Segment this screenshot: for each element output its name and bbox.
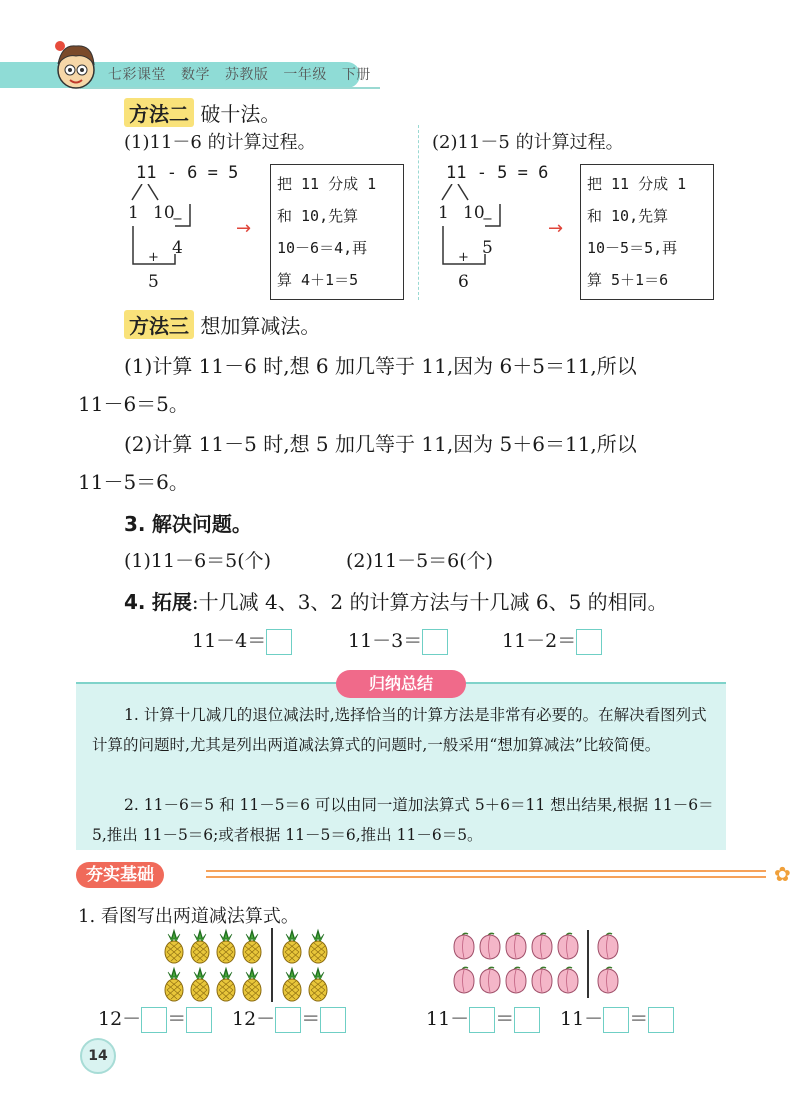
peach-icon [598, 967, 618, 993]
minus-sign-left: − [172, 212, 183, 227]
header-underline [80, 87, 380, 89]
header-grade: 一年级 [283, 67, 327, 83]
plus-sign-right: + [458, 250, 469, 265]
peach-icon [532, 967, 552, 993]
q4-text: :十几减 4、3、2 的计算方法与十几减 6、5 的相同。 [191, 590, 668, 614]
header-volume: 下册 [341, 67, 371, 83]
final-result-left: 5 [148, 272, 159, 292]
pine-eq2-start: 12－ [232, 1008, 276, 1030]
method2-title: 破十法。 [200, 102, 281, 126]
sub-result-right: 5 [482, 238, 493, 258]
pineapple-icon [283, 968, 301, 1001]
header-edition: 苏教版 [224, 67, 269, 83]
pineapple-icon [217, 930, 235, 963]
method3-p1-line1: (1)计算 11－6 时,想 6 加几等于 11,因为 6＋5＝11,所以 [124, 354, 637, 378]
answer-box[interactable] [422, 629, 448, 655]
split-part-b-right: 10 [463, 203, 485, 223]
method2-tag: 方法二 [124, 98, 194, 127]
pineapple-picture [160, 928, 340, 1004]
explanation-box-right [580, 164, 714, 300]
arrow-icon: → [236, 218, 252, 239]
peach-icon [454, 967, 474, 993]
peach-icon [558, 933, 578, 959]
mascot-icon [50, 38, 102, 94]
q4-equation-2 [348, 626, 448, 655]
method2-left-caption: (1)11－6 的计算过程。 [124, 132, 316, 153]
method3-p2-line2: 11－5＝6。 [78, 470, 189, 494]
method2-heading [124, 98, 280, 127]
peach-picture [448, 930, 638, 1000]
arrow-icon: → [548, 218, 564, 239]
explanation-line: 和 10,先算 [587, 207, 669, 225]
q3-heading [124, 508, 252, 537]
pineapple-icon [165, 968, 183, 1001]
final-result-right: 6 [458, 272, 469, 292]
explanation-line: 10－6＝4,再 [277, 239, 368, 257]
method3-heading [124, 310, 320, 339]
pine-eq2-mid: ＝ [301, 1008, 321, 1030]
column-divider [418, 125, 419, 300]
section-title: 夯实基础 [76, 862, 164, 888]
pineapple-icon [191, 930, 209, 963]
peach-eq1-mid: ＝ [495, 1008, 515, 1030]
header-series: 七彩课堂 [108, 67, 166, 83]
split-part-a-right: 1 [438, 203, 449, 223]
answer-box[interactable] [469, 1007, 495, 1033]
method3-p2-line1: (2)计算 11－5 时,想 5 加几等于 11,因为 5＋6＝11,所以 [124, 432, 637, 456]
exercise1-title: 1. 看图写出两道减法算式。 [78, 906, 299, 927]
q4-equation-3 [502, 626, 602, 655]
q4-equation-1 [192, 626, 292, 655]
summary-paragraph-1: 1. 计算十几减几的退位减法时,选择恰当的计算方法是非常有必要的。在解决看图列式计算的问题时,尤其是列出两道减法算式的问题时,一般采用“想加算减法”比较简便。 [92, 706, 707, 754]
split-equation-left: 11 - 6 = 5 [136, 163, 239, 183]
split-lines-right [430, 184, 520, 270]
pine-eq1-mid: ＝ [167, 1008, 187, 1030]
peach-icon [506, 967, 526, 993]
method3-p1-line2: 11－6＝5。 [78, 392, 189, 416]
section-heading [76, 860, 791, 890]
summary-title: 归纳总结 [336, 670, 466, 698]
peach-icon [480, 967, 500, 993]
split-part-a-left: 1 [128, 203, 139, 223]
page-number: 14 [80, 1038, 116, 1074]
q4-eq2-text: 11－3＝ [348, 630, 423, 652]
q4-eq1-text: 11－4＝ [192, 630, 267, 652]
split-part-b-left: 10 [153, 203, 175, 223]
split-lines-left [120, 184, 210, 270]
answer-box[interactable] [141, 1007, 167, 1033]
minus-sign-right: − [482, 212, 493, 227]
answer-box[interactable] [603, 1007, 629, 1033]
explanation-line: 和 10,先算 [277, 207, 359, 225]
plus-sign-left: + [148, 250, 159, 265]
method2-right-caption: (2)11－5 的计算过程。 [432, 132, 624, 153]
explanation-line: 算 5＋1＝6 [587, 271, 669, 289]
flower-icon: ✿ [774, 862, 791, 886]
q4-eq3-text: 11－2＝ [502, 630, 577, 652]
pineapple-icon [309, 930, 327, 963]
page-header [0, 58, 800, 90]
header-subject: 数学 [180, 67, 210, 83]
peach-equation-2 [560, 1004, 674, 1033]
pineapple-icon [191, 968, 209, 1001]
q3-title: 解决问题。 [151, 512, 252, 536]
method3-tag: 方法三 [124, 310, 194, 339]
answer-box[interactable] [275, 1007, 301, 1033]
explanation-box-left [270, 164, 404, 300]
sub-result-left: 4 [172, 238, 183, 258]
pineapple-icon [309, 968, 327, 1001]
answer-box[interactable] [576, 629, 602, 655]
summary-box [76, 674, 726, 850]
explanation-line: 10－5＝5,再 [587, 239, 678, 257]
answer-box[interactable] [514, 1007, 540, 1033]
peach-eq2-mid: ＝ [629, 1008, 649, 1030]
answer-box[interactable] [186, 1007, 212, 1033]
pineapple-icon [243, 930, 261, 963]
pine-equation-2 [232, 1004, 346, 1033]
q3-answer-1: (1)11－6＝5(个) [124, 550, 272, 572]
peach-icon [480, 933, 500, 959]
peach-eq1-start: 11－ [426, 1008, 470, 1030]
pineapple-icon [243, 968, 261, 1001]
explanation-line: 把 11 分成 1 [587, 175, 687, 193]
answer-box[interactable] [266, 629, 292, 655]
q4-heading [124, 586, 668, 615]
peach-icon [532, 933, 552, 959]
section-rule [206, 870, 766, 878]
explanation-line: 把 11 分成 1 [277, 175, 377, 193]
peach-eq2-start: 11－ [560, 1008, 604, 1030]
method3-title: 想加算减法。 [200, 314, 321, 338]
q3-number: 3. [124, 512, 146, 536]
answer-box[interactable] [648, 1007, 674, 1033]
peach-icon [598, 933, 618, 959]
explanation-line: 算 4＋1＝5 [277, 271, 359, 289]
peach-equation-1 [426, 1004, 540, 1033]
peach-icon [454, 933, 474, 959]
q4-title: 拓展 [151, 590, 192, 614]
pineapple-icon [165, 930, 183, 963]
pineapple-icon [283, 930, 301, 963]
pine-eq1-start: 12－ [98, 1008, 142, 1030]
peach-icon [506, 933, 526, 959]
q3-answer-2: (2)11－5＝6(个) [346, 550, 494, 572]
pine-equation-1 [98, 1004, 212, 1033]
pineapple-icon [217, 968, 235, 1001]
split-equation-right: 11 - 5 = 6 [446, 163, 549, 183]
peach-icon [558, 967, 578, 993]
summary-paragraph-2: 2. 11－6＝5 和 11－5＝6 可以由同一道加法算式 5＋6＝11 想出结果,根据 11－6＝5,推出 11－5＝6;或者根据 11－5＝6,推出 11－6＝5。 [92, 796, 714, 844]
q4-number: 4. [124, 590, 146, 614]
answer-box[interactable] [320, 1007, 346, 1033]
header-text [108, 64, 381, 84]
